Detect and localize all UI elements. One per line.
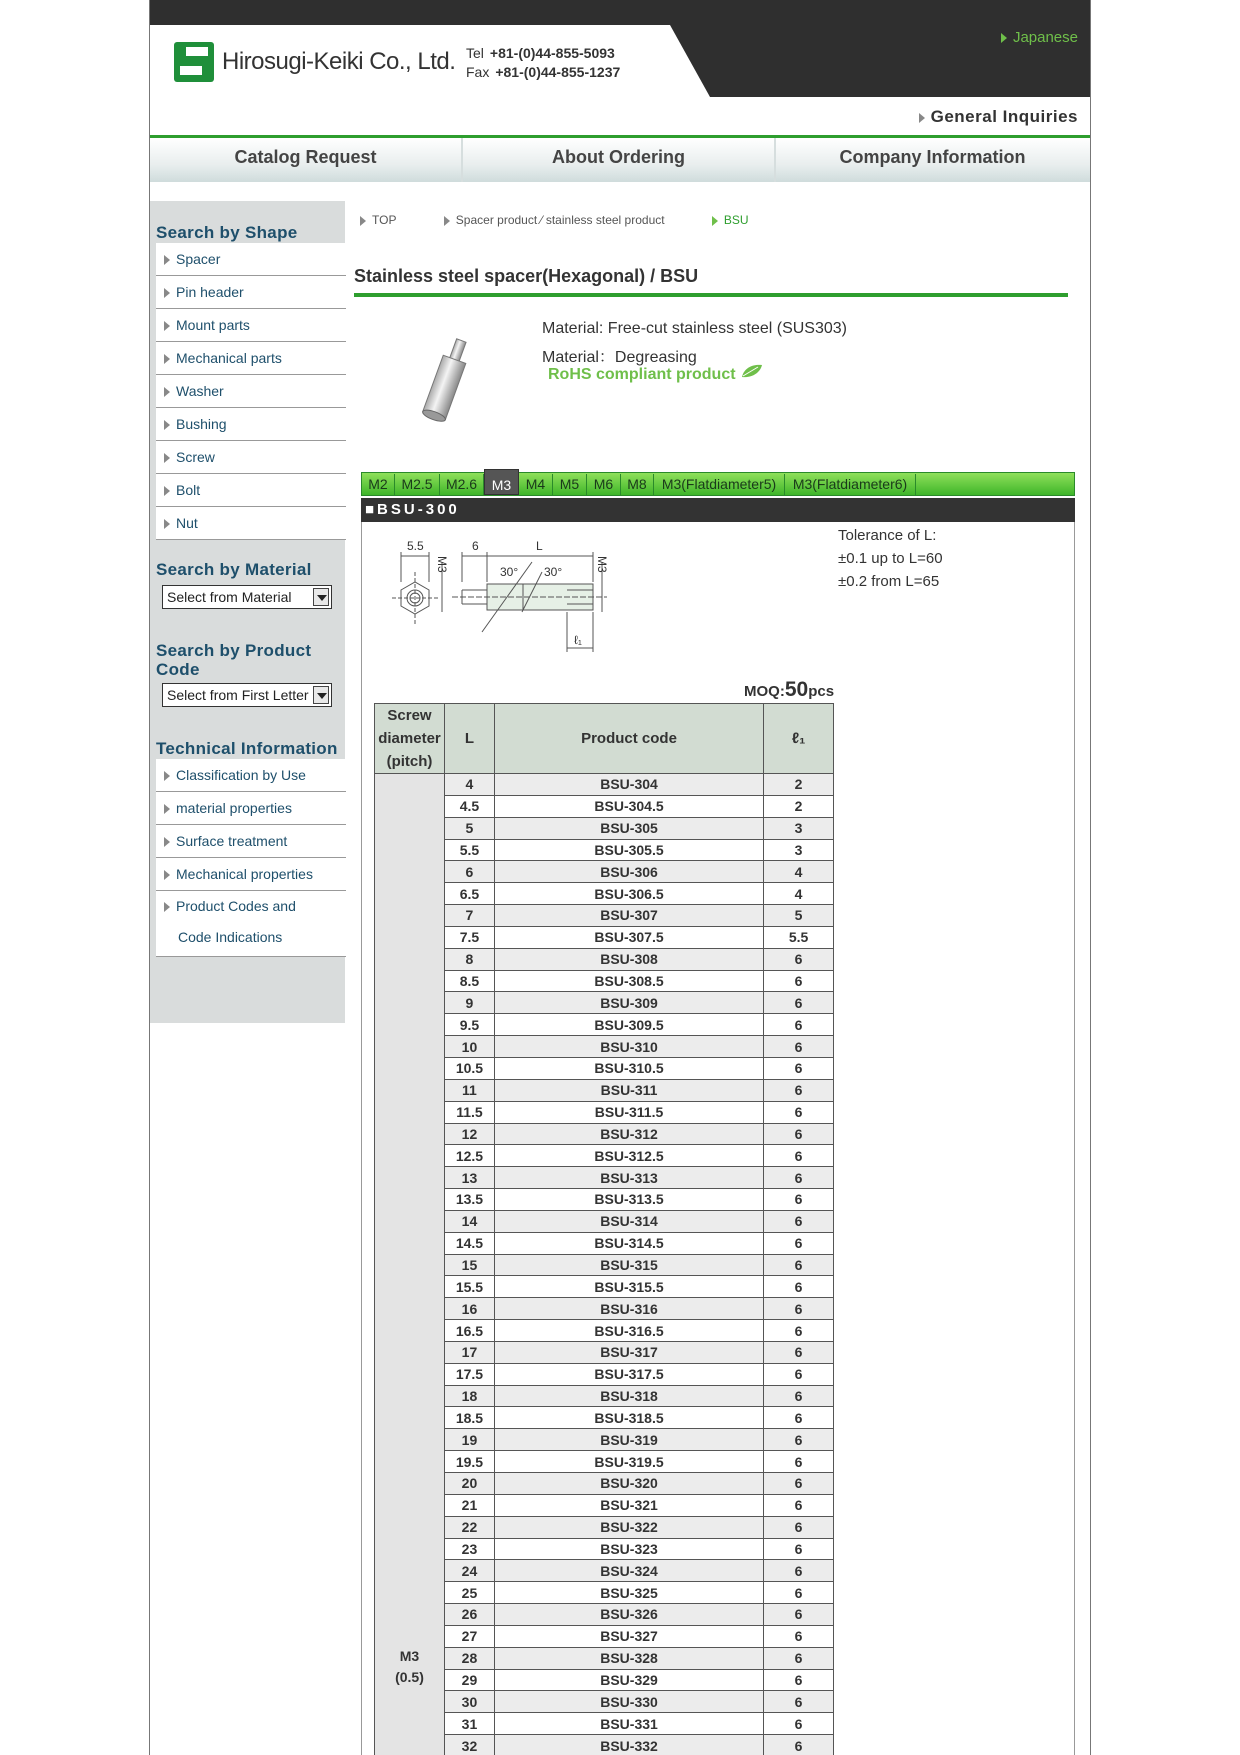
cell-l: 18 xyxy=(444,1385,494,1407)
header-l1: ℓ₁ xyxy=(764,704,834,774)
cell-l: 5 xyxy=(444,817,494,839)
moq-label: MOQ: xyxy=(744,683,785,700)
cell-l: 32 xyxy=(444,1735,494,1755)
cell-product-code[interactable]: BSU-315 xyxy=(494,1254,763,1276)
cell-l: 23 xyxy=(444,1538,494,1560)
company-name[interactable]: Hirosugi-Keiki Co., Ltd. xyxy=(222,48,456,75)
cell-l: 10.5 xyxy=(444,1057,494,1079)
cell-l1: 2 xyxy=(764,774,834,796)
cell-l1: 6 xyxy=(764,1407,834,1429)
inquiries-label: General Inquiries xyxy=(930,107,1078,126)
cell-product-code[interactable]: BSU-330 xyxy=(494,1691,763,1713)
code-heading-line2: Code xyxy=(156,660,200,679)
cell-l: 4.5 xyxy=(444,795,494,817)
search-by-code-heading xyxy=(156,641,311,679)
sidebar-item-label: Product Codes and xyxy=(176,898,296,914)
cell-product-code[interactable]: BSU-324 xyxy=(494,1560,763,1582)
moq-value: 50 xyxy=(784,678,809,701)
cell-l1: 6 xyxy=(764,1189,834,1211)
cell-product-code[interactable]: BSU-328 xyxy=(494,1647,763,1669)
arrow-icon xyxy=(164,321,170,331)
rohs-badge xyxy=(548,363,764,384)
cell-product-code[interactable]: BSU-310.5 xyxy=(494,1057,763,1079)
cell-product-code[interactable]: BSU-308.5 xyxy=(494,970,763,992)
cell-l: 6.5 xyxy=(444,883,494,905)
sidebar-item-shape[interactable] xyxy=(156,441,346,474)
arrow-icon xyxy=(712,216,718,226)
cell-l1: 4 xyxy=(764,861,834,883)
cell-l1: 6 xyxy=(764,1647,834,1669)
cell-l1: 6 xyxy=(764,970,834,992)
cell-l: 31 xyxy=(444,1713,494,1735)
cell-l1: 6 xyxy=(764,1232,834,1254)
search-by-shape-heading: Search by Shape xyxy=(156,223,298,242)
screw-diameter-cell xyxy=(375,774,445,1755)
cell-l: 5.5 xyxy=(444,839,494,861)
cell-l1: 6 xyxy=(764,1320,834,1342)
cell-product-code[interactable]: BSU-306.5 xyxy=(494,883,763,905)
cell-product-code[interactable]: BSU-311 xyxy=(494,1079,763,1101)
tab-m3-flat6[interactable]: M3(Flatdiameter6) xyxy=(785,474,916,495)
tech-list xyxy=(156,759,346,957)
breadcrumb-top-label: TOP xyxy=(372,213,397,227)
arrow-icon xyxy=(164,453,170,463)
nav-company-information[interactable]: Company Information xyxy=(839,147,1026,167)
sidebar-item-tech[interactable] xyxy=(156,792,346,825)
arrow-icon xyxy=(164,804,170,814)
cell-product-code[interactable]: BSU-313.5 xyxy=(494,1189,763,1211)
cell-l1: 6 xyxy=(764,1123,834,1145)
dropdown-arrow-icon[interactable] xyxy=(313,686,329,704)
cell-l: 16 xyxy=(444,1298,494,1320)
cell-product-code[interactable]: BSU-319.5 xyxy=(494,1451,763,1473)
cell-product-code[interactable]: BSU-323 xyxy=(494,1538,763,1560)
cell-product-code[interactable]: BSU-326 xyxy=(494,1604,763,1626)
cell-product-code[interactable]: BSU-307.5 xyxy=(494,926,763,948)
sidebar-item-label: Spacer xyxy=(176,251,221,267)
cell-l1: 6 xyxy=(764,1560,834,1582)
breadcrumb-category-label: Spacer product ⁄ stainless steel product xyxy=(455,213,665,227)
cell-product-code[interactable]: BSU-305.5 xyxy=(494,839,763,861)
finish-text: Material：Degreasing xyxy=(542,349,697,366)
page-title: Stainless steel spacer(Hexagonal) / BSU xyxy=(354,266,699,286)
spec-table-body xyxy=(375,774,834,1755)
cell-l: 15 xyxy=(444,1254,494,1276)
sidebar-item-label: Pin header xyxy=(176,284,244,300)
sidebar-item-shape[interactable] xyxy=(156,276,346,309)
arrow-icon xyxy=(164,486,170,496)
shape-list xyxy=(156,243,346,540)
cell-product-code[interactable]: BSU-319 xyxy=(494,1429,763,1451)
cell-l1: 6 xyxy=(764,1079,834,1101)
header-l: L xyxy=(444,704,494,774)
tab-m5[interactable]: M5 xyxy=(553,474,587,495)
cell-product-code[interactable]: BSU-320 xyxy=(494,1473,763,1495)
sidebar-item-tech[interactable] xyxy=(156,759,346,792)
cell-l: 17 xyxy=(444,1341,494,1363)
cell-product-code[interactable]: BSU-309.5 xyxy=(494,1014,763,1036)
dim-angle-left: 30° xyxy=(500,565,519,579)
cell-product-code[interactable]: BSU-327 xyxy=(494,1625,763,1647)
cell-l: 22 xyxy=(444,1516,494,1538)
cell-l: 7.5 xyxy=(444,926,494,948)
sidebar-item-label: Bolt xyxy=(176,482,201,498)
cell-l: 9.5 xyxy=(444,1014,494,1036)
cell-l: 20 xyxy=(444,1473,494,1495)
tab-m8[interactable]: M8 xyxy=(621,474,654,495)
tolerance-line-3: ±0.2 from L=65 xyxy=(838,573,940,590)
cell-product-code[interactable]: BSU-317.5 xyxy=(494,1363,763,1385)
page xyxy=(149,0,1091,1755)
dim-length: L xyxy=(536,539,543,553)
breadcrumb-current-label: BSU xyxy=(723,213,749,227)
cell-product-code[interactable]: BSU-321 xyxy=(494,1494,763,1516)
cell-l1: 4 xyxy=(764,883,834,905)
top-bar xyxy=(150,0,1090,25)
breadcrumb-top[interactable] xyxy=(360,213,418,227)
cell-product-code[interactable]: BSU-329 xyxy=(494,1669,763,1691)
cell-l1: 6 xyxy=(764,1735,834,1755)
screw-pitch: (0.5) xyxy=(395,1668,424,1685)
sidebar-item-shape[interactable] xyxy=(156,507,346,540)
cell-l1: 6 xyxy=(764,1451,834,1473)
arrow-icon xyxy=(164,870,170,880)
cell-l1: 6 xyxy=(764,1429,834,1451)
cell-l: 12 xyxy=(444,1123,494,1145)
tel-number: +81-(0)44-855-5093 xyxy=(489,45,615,61)
cell-product-code[interactable]: BSU-313 xyxy=(494,1167,763,1189)
sidebar-item-label: Mount parts xyxy=(176,317,250,333)
cell-l: 6 xyxy=(444,861,494,883)
arrow-icon xyxy=(919,113,925,123)
cell-l: 19 xyxy=(444,1429,494,1451)
arrow-icon xyxy=(164,771,170,781)
dimension-diagram xyxy=(372,532,672,672)
cell-l1: 6 xyxy=(764,1691,834,1713)
cell-product-code[interactable]: BSU-325 xyxy=(494,1582,763,1604)
cell-l: 11 xyxy=(444,1079,494,1101)
cell-l1: 6 xyxy=(764,1057,834,1079)
cell-l1: 2 xyxy=(764,795,834,817)
nav-about-ordering[interactable]: About Ordering xyxy=(463,138,776,182)
cell-l1: 6 xyxy=(764,1363,834,1385)
cell-l: 12.5 xyxy=(444,1145,494,1167)
cell-l: 19.5 xyxy=(444,1451,494,1473)
general-inquiries-link[interactable] xyxy=(919,107,1078,127)
sidebar-item-shape[interactable] xyxy=(156,408,346,441)
sidebar-item-label: Mechanical properties xyxy=(176,866,313,882)
cell-product-code[interactable]: BSU-310 xyxy=(494,1036,763,1058)
sidebar-item-label: Nut xyxy=(176,515,198,531)
cell-product-code[interactable]: BSU-312 xyxy=(494,1123,763,1145)
cell-l: 17.5 xyxy=(444,1363,494,1385)
moq-unit: pcs xyxy=(808,683,835,700)
dim-m3-right: M3 xyxy=(595,556,609,573)
cell-l1: 6 xyxy=(764,1669,834,1691)
tab-m2-6[interactable]: M2.6 xyxy=(440,474,484,495)
contact-numbers xyxy=(466,44,620,82)
sidebar-item-label: Surface treatment xyxy=(176,833,288,849)
cell-l: 16.5 xyxy=(444,1320,494,1342)
rohs-label: RoHS compliant product xyxy=(548,366,736,383)
cell-l1: 6 xyxy=(764,1014,834,1036)
cell-l: 14 xyxy=(444,1210,494,1232)
header-screw-diameter: Screw diameter (pitch) xyxy=(375,704,445,774)
table-row xyxy=(375,774,834,796)
cell-product-code[interactable]: BSU-304.5 xyxy=(494,795,763,817)
cell-l1: 6 xyxy=(764,1167,834,1189)
main-nav xyxy=(150,138,1090,182)
cell-product-code[interactable]: BSU-306 xyxy=(494,861,763,883)
cell-l: 26 xyxy=(444,1604,494,1626)
language-link[interactable] xyxy=(1001,29,1078,46)
cell-l: 25 xyxy=(444,1582,494,1604)
dim-angle-right: 30° xyxy=(544,565,563,579)
tab-m6[interactable]: M6 xyxy=(587,474,621,495)
dim-hex-width: 5.5 xyxy=(407,539,424,553)
cell-product-code[interactable]: BSU-322 xyxy=(494,1516,763,1538)
dim-m3-left: M3 xyxy=(435,556,449,573)
material-text: Material: Free-cut stainless steel (SUS303) xyxy=(542,320,847,337)
header-product-code: Product code xyxy=(494,704,763,774)
language-label: Japanese xyxy=(1012,29,1078,46)
size-tabs xyxy=(361,472,1075,496)
cell-product-code[interactable]: BSU-314.5 xyxy=(494,1232,763,1254)
tab-m4[interactable]: M4 xyxy=(519,474,553,495)
cell-product-code[interactable]: BSU-314 xyxy=(494,1210,763,1232)
arrow-icon xyxy=(164,519,170,529)
tel-label: Tel xyxy=(466,45,484,61)
sidebar-item-label: Code Indications xyxy=(178,929,283,945)
fax-number: +81-(0)44-855-1237 xyxy=(495,64,621,80)
cell-l: 8.5 xyxy=(444,970,494,992)
cell-l: 13 xyxy=(444,1167,494,1189)
cell-l: 11.5 xyxy=(444,1101,494,1123)
cell-l1: 6 xyxy=(764,1036,834,1058)
sidebar-item-product-codes[interactable] xyxy=(156,891,346,957)
arrow-icon xyxy=(164,387,170,397)
cell-product-code[interactable]: BSU-316.5 xyxy=(494,1320,763,1342)
nav-catalog-request[interactable]: Catalog Request xyxy=(150,138,463,182)
sidebar-item-shape[interactable] xyxy=(156,375,346,408)
cell-l1: 6 xyxy=(764,1254,834,1276)
sidebar-item-label: Classification by Use xyxy=(176,767,306,783)
arrow-icon xyxy=(1001,33,1007,43)
code-heading-line1: Search by Product xyxy=(156,641,312,660)
cell-l: 9 xyxy=(444,992,494,1014)
company-logo-icon[interactable] xyxy=(174,42,214,82)
cell-l1: 6 xyxy=(764,1385,834,1407)
cell-l1: 6 xyxy=(764,1210,834,1232)
breadcrumb-current xyxy=(712,213,771,227)
material-select[interactable] xyxy=(162,585,332,609)
cell-product-code[interactable]: BSU-307 xyxy=(494,905,763,927)
cell-product-code[interactable]: BSU-304 xyxy=(494,774,763,796)
cell-l1: 6 xyxy=(764,1298,834,1320)
cell-l1: 6 xyxy=(764,1494,834,1516)
moq xyxy=(744,678,834,702)
cell-l: 28 xyxy=(444,1647,494,1669)
tolerance-note xyxy=(838,524,943,593)
series-header: ■BSU-300 xyxy=(361,498,1075,522)
leaf-icon xyxy=(740,363,764,379)
cell-l1: 6 xyxy=(764,1473,834,1495)
breadcrumb xyxy=(360,213,793,227)
sidebar-item-label: Mechanical parts xyxy=(176,350,282,366)
cell-l1: 6 xyxy=(764,1604,834,1626)
dim-thread-length: 6 xyxy=(472,539,479,553)
sidebar-item-tech[interactable] xyxy=(156,825,346,858)
cell-product-code[interactable]: BSU-312.5 xyxy=(494,1145,763,1167)
cell-l1: 6 xyxy=(764,1341,834,1363)
cell-l: 29 xyxy=(444,1669,494,1691)
cell-l: 21 xyxy=(444,1494,494,1516)
cell-l1: 6 xyxy=(764,1276,834,1298)
material-select-value: Select from Material xyxy=(167,589,292,605)
cell-product-code[interactable]: BSU-305 xyxy=(494,817,763,839)
arrow-icon xyxy=(164,902,170,912)
sidebar-item-shape[interactable] xyxy=(156,342,346,375)
cell-l: 30 xyxy=(444,1691,494,1713)
cell-l1: 6 xyxy=(764,1582,834,1604)
cell-l: 18.5 xyxy=(444,1407,494,1429)
sidebar xyxy=(150,201,345,1023)
sidebar-item-label: material properties xyxy=(176,800,292,816)
arrow-icon xyxy=(164,354,170,364)
cell-l: 14.5 xyxy=(444,1232,494,1254)
cell-l1: 6 xyxy=(764,948,834,970)
tolerance-line-2: ±0.1 up to L=60 xyxy=(838,550,943,567)
sidebar-item-tech[interactable] xyxy=(156,858,346,891)
sidebar-item-shape[interactable] xyxy=(156,243,346,276)
cell-product-code[interactable]: BSU-316 xyxy=(494,1298,763,1320)
spec-table xyxy=(374,703,834,1755)
cell-product-code[interactable]: BSU-311.5 xyxy=(494,1101,763,1123)
cell-l1: 6 xyxy=(764,1625,834,1647)
code-select-value: Select from First Letter xyxy=(167,687,309,703)
technical-information-heading: Technical Information xyxy=(156,739,338,758)
search-by-material-heading: Search by Material xyxy=(156,560,312,579)
cell-product-code[interactable]: BSU-318 xyxy=(494,1385,763,1407)
cell-l1: 6 xyxy=(764,1101,834,1123)
tab-m2-5[interactable]: M2.5 xyxy=(395,474,440,495)
dim-l1: ℓ₁ xyxy=(574,633,582,647)
breadcrumb-category[interactable] xyxy=(444,213,687,227)
cell-l: 27 xyxy=(444,1625,494,1647)
cell-l: 13.5 xyxy=(444,1189,494,1211)
cell-l1: 5 xyxy=(764,905,834,927)
cell-l1: 6 xyxy=(764,1145,834,1167)
arrow-icon xyxy=(444,216,450,226)
dropdown-arrow-icon[interactable] xyxy=(313,588,329,606)
arrow-icon xyxy=(164,420,170,430)
tab-m3[interactable]: M3 xyxy=(484,469,519,495)
tab-m3-flat5[interactable]: M3(Flatdiameter5) xyxy=(654,474,785,495)
arrow-icon xyxy=(164,255,170,265)
sidebar-item-shape[interactable] xyxy=(156,474,346,507)
arrow-icon xyxy=(164,288,170,298)
arrow-icon xyxy=(360,216,366,226)
cell-l: 4 xyxy=(444,774,494,796)
tab-m2[interactable]: M2 xyxy=(362,474,395,495)
code-select[interactable] xyxy=(162,683,332,707)
cell-product-code[interactable]: BSU-332 xyxy=(494,1735,763,1755)
cell-l1: 3 xyxy=(764,839,834,861)
sidebar-item-label: Screw xyxy=(176,449,215,465)
cell-l1: 6 xyxy=(764,1516,834,1538)
cell-product-code[interactable]: BSU-317 xyxy=(494,1341,763,1363)
cell-product-code[interactable]: BSU-331 xyxy=(494,1713,763,1735)
fax-label: Fax xyxy=(466,64,490,80)
cell-l1: 6 xyxy=(764,1538,834,1560)
tolerance-line-1: Tolerance of L: xyxy=(838,527,937,544)
cell-product-code[interactable]: BSU-309 xyxy=(494,992,763,1014)
spacer-photo xyxy=(412,330,482,430)
cell-product-code[interactable]: BSU-318.5 xyxy=(494,1407,763,1429)
cell-l: 7 xyxy=(444,905,494,927)
screw-diameter: M3 xyxy=(399,1647,420,1664)
title-underline xyxy=(354,293,1068,297)
cell-l: 15.5 xyxy=(444,1276,494,1298)
cell-l: 24 xyxy=(444,1560,494,1582)
cell-l1: 5.5 xyxy=(764,926,834,948)
cell-l: 8 xyxy=(444,948,494,970)
sidebar-item-label: Washer xyxy=(176,383,224,399)
cell-l: 10 xyxy=(444,1036,494,1058)
cell-product-code[interactable]: BSU-315.5 xyxy=(494,1276,763,1298)
sidebar-item-label: Bushing xyxy=(176,416,227,432)
cell-l1: 6 xyxy=(764,992,834,1014)
arrow-icon xyxy=(164,837,170,847)
cell-l1: 6 xyxy=(764,1713,834,1735)
cell-l1: 3 xyxy=(764,817,834,839)
sidebar-item-shape[interactable] xyxy=(156,309,346,342)
cell-product-code[interactable]: BSU-308 xyxy=(494,948,763,970)
